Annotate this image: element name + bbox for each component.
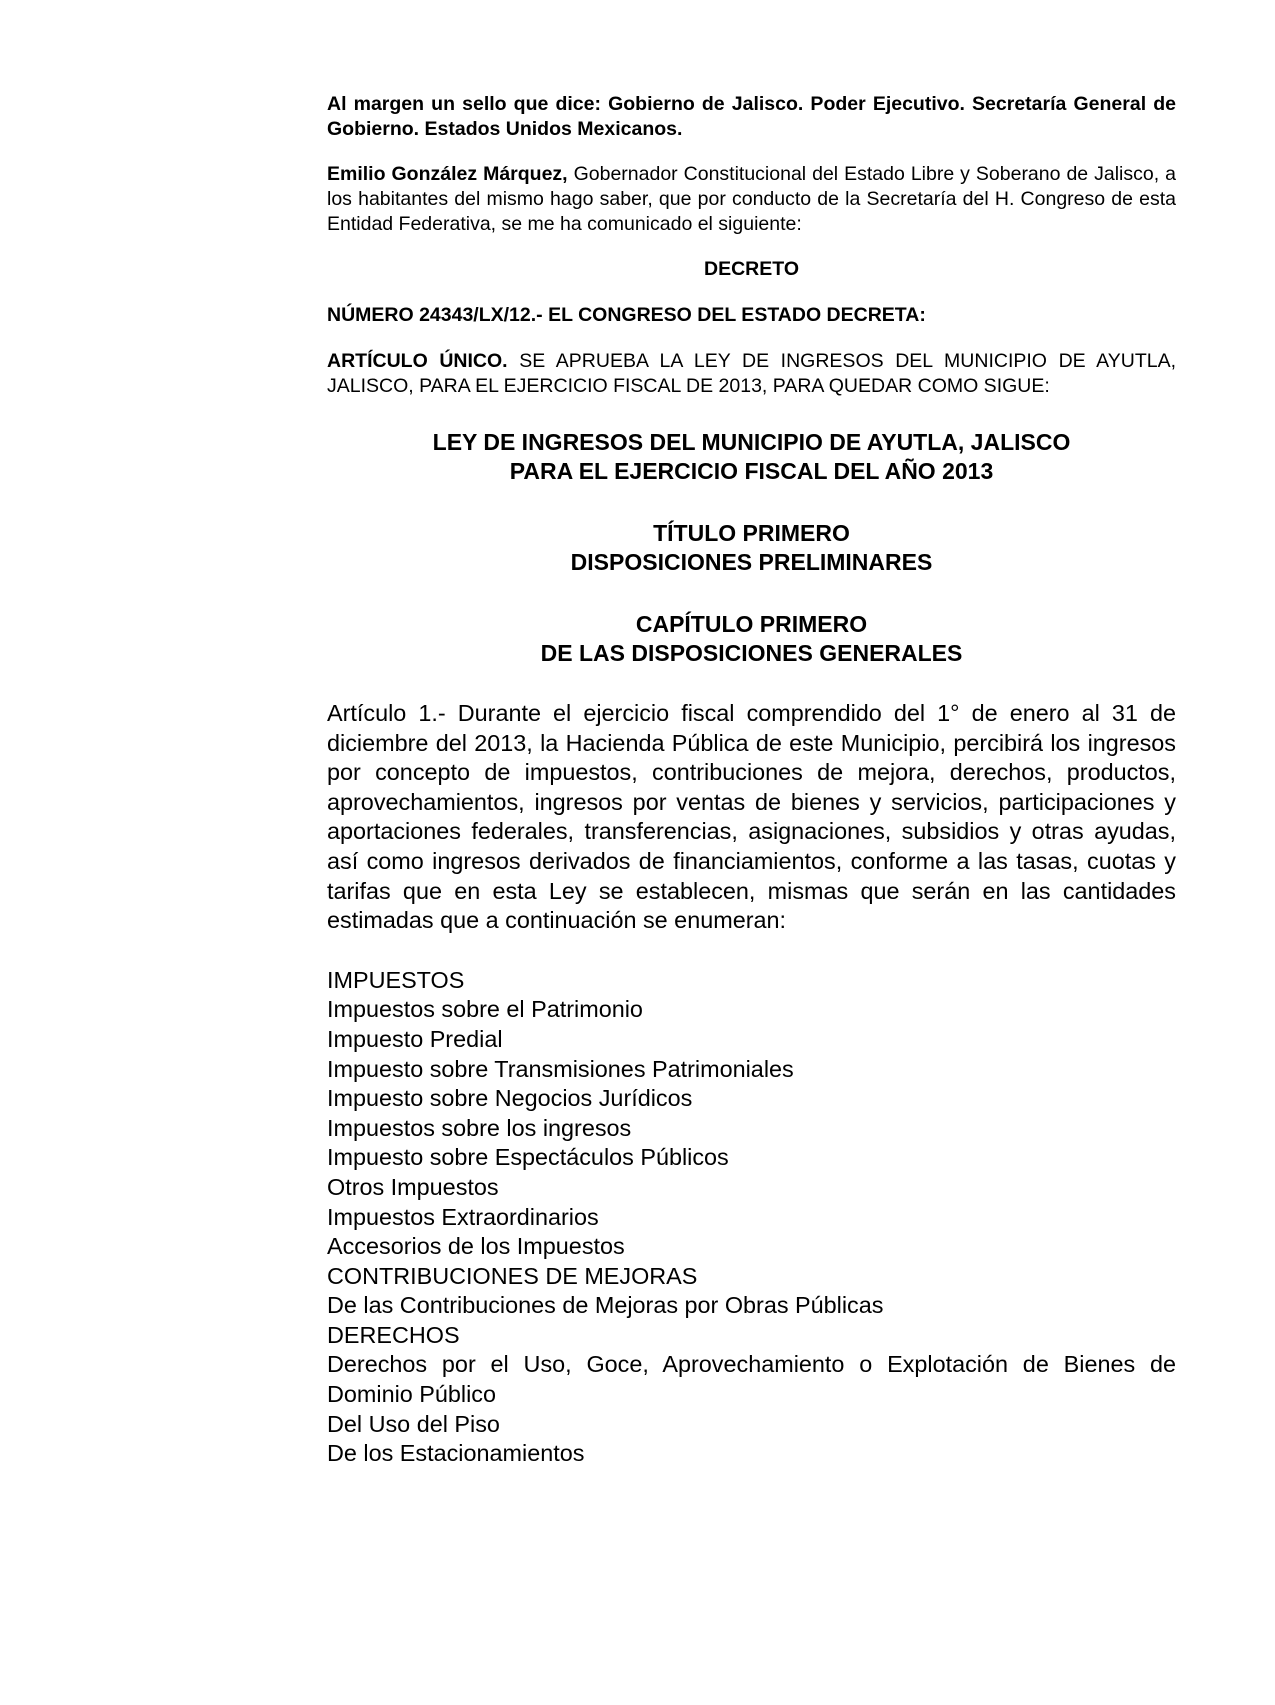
list-item: Del Uso del Piso — [327, 1410, 500, 1437]
law-title-line2: PARA EL EJERCICIO FISCAL DEL AÑO 2013 — [509, 458, 994, 484]
list-item: Impuesto sobre Transmisiones Patrimoniales — [327, 1055, 794, 1082]
document-page — [327, 92, 1176, 1469]
capitulo-line2: DE LAS DISPOSICIONES GENERALES — [540, 640, 963, 666]
stamp-paragraph — [327, 92, 1176, 142]
stamp-text: Al margen un sello que dice: Gobierno de Jalisco. Poder Ejecutivo. Secretaría General de Gobierno. Estados Unidos Mexicanos. — [327, 93, 1176, 140]
capitulo-heading — [327, 610, 1176, 668]
list-item: IMPUESTOS — [327, 966, 465, 993]
list-item: Impuesto sobre Negocios Jurídicos — [327, 1085, 693, 1112]
list-item: Otros Impuestos — [327, 1173, 499, 1200]
income-list — [327, 966, 1176, 1469]
list-item: De las Contribuciones de Mejoras por Obras Públicas — [327, 1292, 884, 1319]
titulo-line2: DISPOSICIONES PRELIMINARES — [570, 549, 933, 575]
list-item: DERECHOS — [327, 1321, 460, 1348]
list-item: Impuestos Extraordinarios — [327, 1203, 599, 1230]
article-unico-paragraph — [327, 349, 1176, 399]
decree-number: NÚMERO 24343/LX/12.- EL CONGRESO DEL ESTADO DECRETA: — [327, 304, 926, 326]
list-item: Derechos por el Uso, Goce, Aprovechamiento o Explotación de Bienes de Dominio Público — [327, 1351, 1176, 1408]
list-item: Impuestos sobre el Patrimonio — [327, 996, 643, 1023]
titulo-heading — [327, 519, 1176, 577]
article-1-paragraph: Artículo 1.- Durante el ejercicio fiscal comprendido del 1° de enero al 31 de diciembre del 2013, la Hacienda Pública de este Municipio, percibirá los ingresos por concepto de impuestos, contribuciones de mejora, derechos, productos, aprovechamientos, ingresos por ventas de bienes y servicios, participaciones y aportaciones federales, transferencias, asignaciones, subsidios y otras ayudas, así como ingresos derivados de financiamientos, conforme a las tasas, cuotas y tarifas que en esta Ley se establecen, mismas que serán en las cantidades estimadas que a continuación se enumeran: — [327, 700, 1176, 934]
list-item: De los Estacionamientos — [327, 1440, 585, 1467]
list-item: CONTRIBUCIONES DE MEJORAS — [327, 1262, 698, 1289]
article-unico-label: ARTÍCULO ÚNICO. — [327, 350, 508, 372]
governor-name: Emilio González Márquez, — [327, 163, 568, 185]
decree-label: DECRETO — [704, 258, 799, 280]
list-item: Accesorios de los Impuestos — [327, 1233, 625, 1260]
list-item: Impuesto Predial — [327, 1025, 503, 1052]
list-item: Impuesto sobre Espectáculos Públicos — [327, 1144, 729, 1171]
law-title-line1: LEY DE INGRESOS DEL MUNICIPIO DE AYUTLA, JALISCO — [432, 429, 1071, 455]
article-unico-text: SE APRUEBA LA LEY DE INGRESOS DEL MUNICIPIO DE AYUTLA, JALISCO, PARA EL EJERCICIO FISCAL DE 2013, PARA QUEDAR COMO SIGUE: — [327, 350, 1177, 397]
governor-text: Gobernador Constitucional del Estado Libre y Soberano de Jalisco, a los habitantes del mismo hago saber, que por conducto de la Secretaría del H. Congreso de esta Entidad Federativa, se me ha comunicado el siguiente: — [327, 163, 1176, 235]
list-item: Impuestos sobre los ingresos — [327, 1114, 632, 1141]
law-title — [327, 428, 1176, 486]
governor-paragraph — [327, 162, 1176, 237]
titulo-line1: TÍTULO PRIMERO — [653, 520, 850, 546]
capitulo-line1: CAPÍTULO PRIMERO — [635, 611, 868, 637]
